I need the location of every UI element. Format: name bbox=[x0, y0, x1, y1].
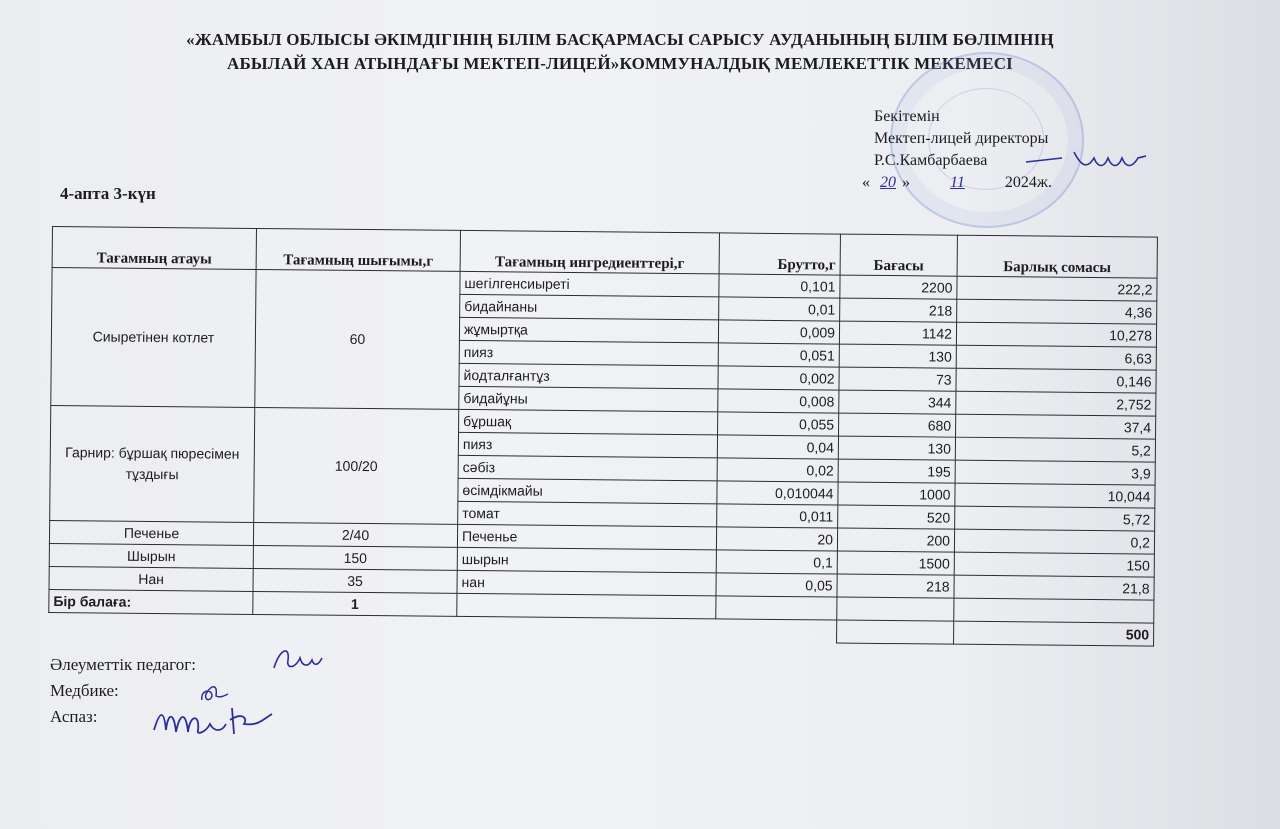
sum: 10,278 bbox=[956, 322, 1156, 347]
approval-position: Мектеп-лицей директоры bbox=[874, 130, 1049, 147]
price: 1500 bbox=[837, 551, 954, 575]
brutto: 0,010044 bbox=[717, 481, 838, 505]
menu-table bbox=[48, 226, 1158, 647]
ingredient: бидайнаны bbox=[460, 294, 719, 319]
cook-label: Аспаз: bbox=[50, 707, 98, 726]
brutto: 0,011 bbox=[717, 504, 838, 528]
brutto: 0,008 bbox=[718, 389, 839, 413]
sum: 0,2 bbox=[954, 529, 1154, 554]
header-yield: Тағамның шығымы,г bbox=[256, 228, 460, 271]
per-child-label: Бір балаға: bbox=[49, 589, 253, 614]
price: 218 bbox=[840, 298, 957, 322]
price: 1142 bbox=[839, 321, 956, 345]
dish-yield: 60 bbox=[255, 269, 460, 409]
sum: 4,36 bbox=[957, 299, 1157, 324]
dish-name: Нан bbox=[49, 566, 253, 591]
price: 195 bbox=[838, 459, 955, 483]
brutto: 0,051 bbox=[718, 343, 839, 367]
approval-year: 2024ж. bbox=[1004, 174, 1052, 191]
ingredient: нан bbox=[457, 570, 716, 595]
nurse-label: Медбике: bbox=[50, 681, 119, 700]
header-ingredients: Тағамның ингредиенттері,г bbox=[460, 230, 719, 273]
ingredient: йодталғантұз bbox=[459, 363, 718, 388]
dish-yield: 2/40 bbox=[253, 522, 457, 547]
price: 130 bbox=[839, 344, 956, 368]
pedagogue-label: Әлеуметтік педагог: bbox=[50, 655, 196, 674]
day-label: 4-апта 3-күн bbox=[60, 184, 156, 203]
approval-date: « 20 » 11 2024ж. bbox=[862, 174, 1052, 191]
brutto: 0,01 bbox=[719, 297, 840, 321]
sum: 3,9 bbox=[955, 460, 1155, 485]
cook-signature bbox=[150, 700, 280, 746]
price: 1000 bbox=[838, 482, 955, 506]
ingredient: жұмыртқа bbox=[459, 317, 718, 342]
sum: 150 bbox=[954, 552, 1154, 577]
director-signature bbox=[1022, 146, 1152, 176]
ingredient: шегілгенсиыреті bbox=[460, 271, 719, 296]
dish-name: Сиыретінен котлет bbox=[51, 268, 256, 408]
dish-name: Печенье bbox=[49, 520, 253, 545]
price: 73 bbox=[839, 367, 956, 391]
approval-director: Р.С.Камбарбаева bbox=[874, 152, 988, 169]
dish-yield: 150 bbox=[253, 545, 457, 570]
header-name: Тағамның атауы bbox=[52, 227, 256, 270]
approval-day: 20 bbox=[880, 174, 896, 191]
ingredient: бұршақ bbox=[459, 409, 718, 434]
brutto: 0,05 bbox=[716, 573, 837, 597]
sum: 6,63 bbox=[956, 345, 1156, 370]
brutto: 0,02 bbox=[717, 458, 838, 482]
dish-yield: 100/20 bbox=[254, 407, 459, 524]
brutto: 0,1 bbox=[716, 550, 837, 574]
ingredient: Печенье bbox=[457, 524, 716, 549]
brutto: 0,055 bbox=[718, 412, 839, 436]
ingredient: шырын bbox=[457, 547, 716, 572]
ingredient: пияз bbox=[458, 432, 717, 457]
pedagogue-signature bbox=[266, 642, 326, 676]
sum: 2,752 bbox=[956, 391, 1156, 416]
sum: 222,2 bbox=[957, 276, 1157, 301]
sum: 37,4 bbox=[956, 414, 1156, 439]
grand-total: 500 bbox=[954, 621, 1154, 646]
brutto: 0,002 bbox=[718, 366, 839, 390]
per-child-count: 1 bbox=[253, 591, 457, 616]
sum: 5,2 bbox=[955, 437, 1155, 462]
approval-month: 11 bbox=[950, 174, 965, 191]
brutto: 0,101 bbox=[719, 274, 840, 298]
price: 130 bbox=[838, 436, 955, 460]
ingredient: бидайұны bbox=[459, 386, 718, 411]
dish-yield: 35 bbox=[253, 568, 457, 593]
sum: 5,72 bbox=[955, 506, 1155, 531]
ingredient: пияз bbox=[459, 340, 718, 365]
price: 520 bbox=[838, 505, 955, 529]
price: 344 bbox=[839, 390, 956, 414]
price: 680 bbox=[839, 413, 956, 437]
header-total: Барлық сомасы bbox=[957, 235, 1157, 278]
header-price: Бағасы bbox=[840, 234, 957, 276]
price: 200 bbox=[837, 528, 954, 552]
header-line-1: «ЖАМБЫЛ ОБЛЫСЫ ӘКІМДІГІНІҢ БІЛІМ БАСҚАРМАСЫ САРЫСУ АУДАНЫНЫҢ БІЛІМ БӨЛІМІНІҢ bbox=[186, 30, 1054, 49]
header-brutto: Брутто,г bbox=[719, 233, 840, 275]
ingredient: сәбіз bbox=[458, 455, 717, 480]
brutto: 20 bbox=[716, 527, 837, 551]
price: 218 bbox=[837, 574, 954, 598]
sum: 21,8 bbox=[954, 575, 1154, 600]
dish-name: Гарнир: бұршақ пюресімен тұздығы bbox=[50, 405, 255, 522]
dish-name: Шырын bbox=[49, 543, 253, 568]
brutto: 0,009 bbox=[718, 320, 839, 344]
ingredient: өсімдікмайы bbox=[458, 478, 717, 503]
price: 2200 bbox=[840, 275, 957, 299]
brutto: 0,04 bbox=[717, 435, 838, 459]
header-line-2: АБЫЛАЙ ХАН АТЫНДАҒЫ МЕКТЕП-ЛИЦЕЙ»КОММУНАЛДЫҚ МЕМЛЕКЕТТІК МЕКЕМЕСІ bbox=[227, 54, 1013, 73]
ingredient: томат bbox=[458, 501, 717, 526]
approval-title: Бекітемін bbox=[874, 108, 940, 125]
sum: 10,044 bbox=[955, 483, 1155, 508]
sum: 0,146 bbox=[956, 368, 1156, 393]
